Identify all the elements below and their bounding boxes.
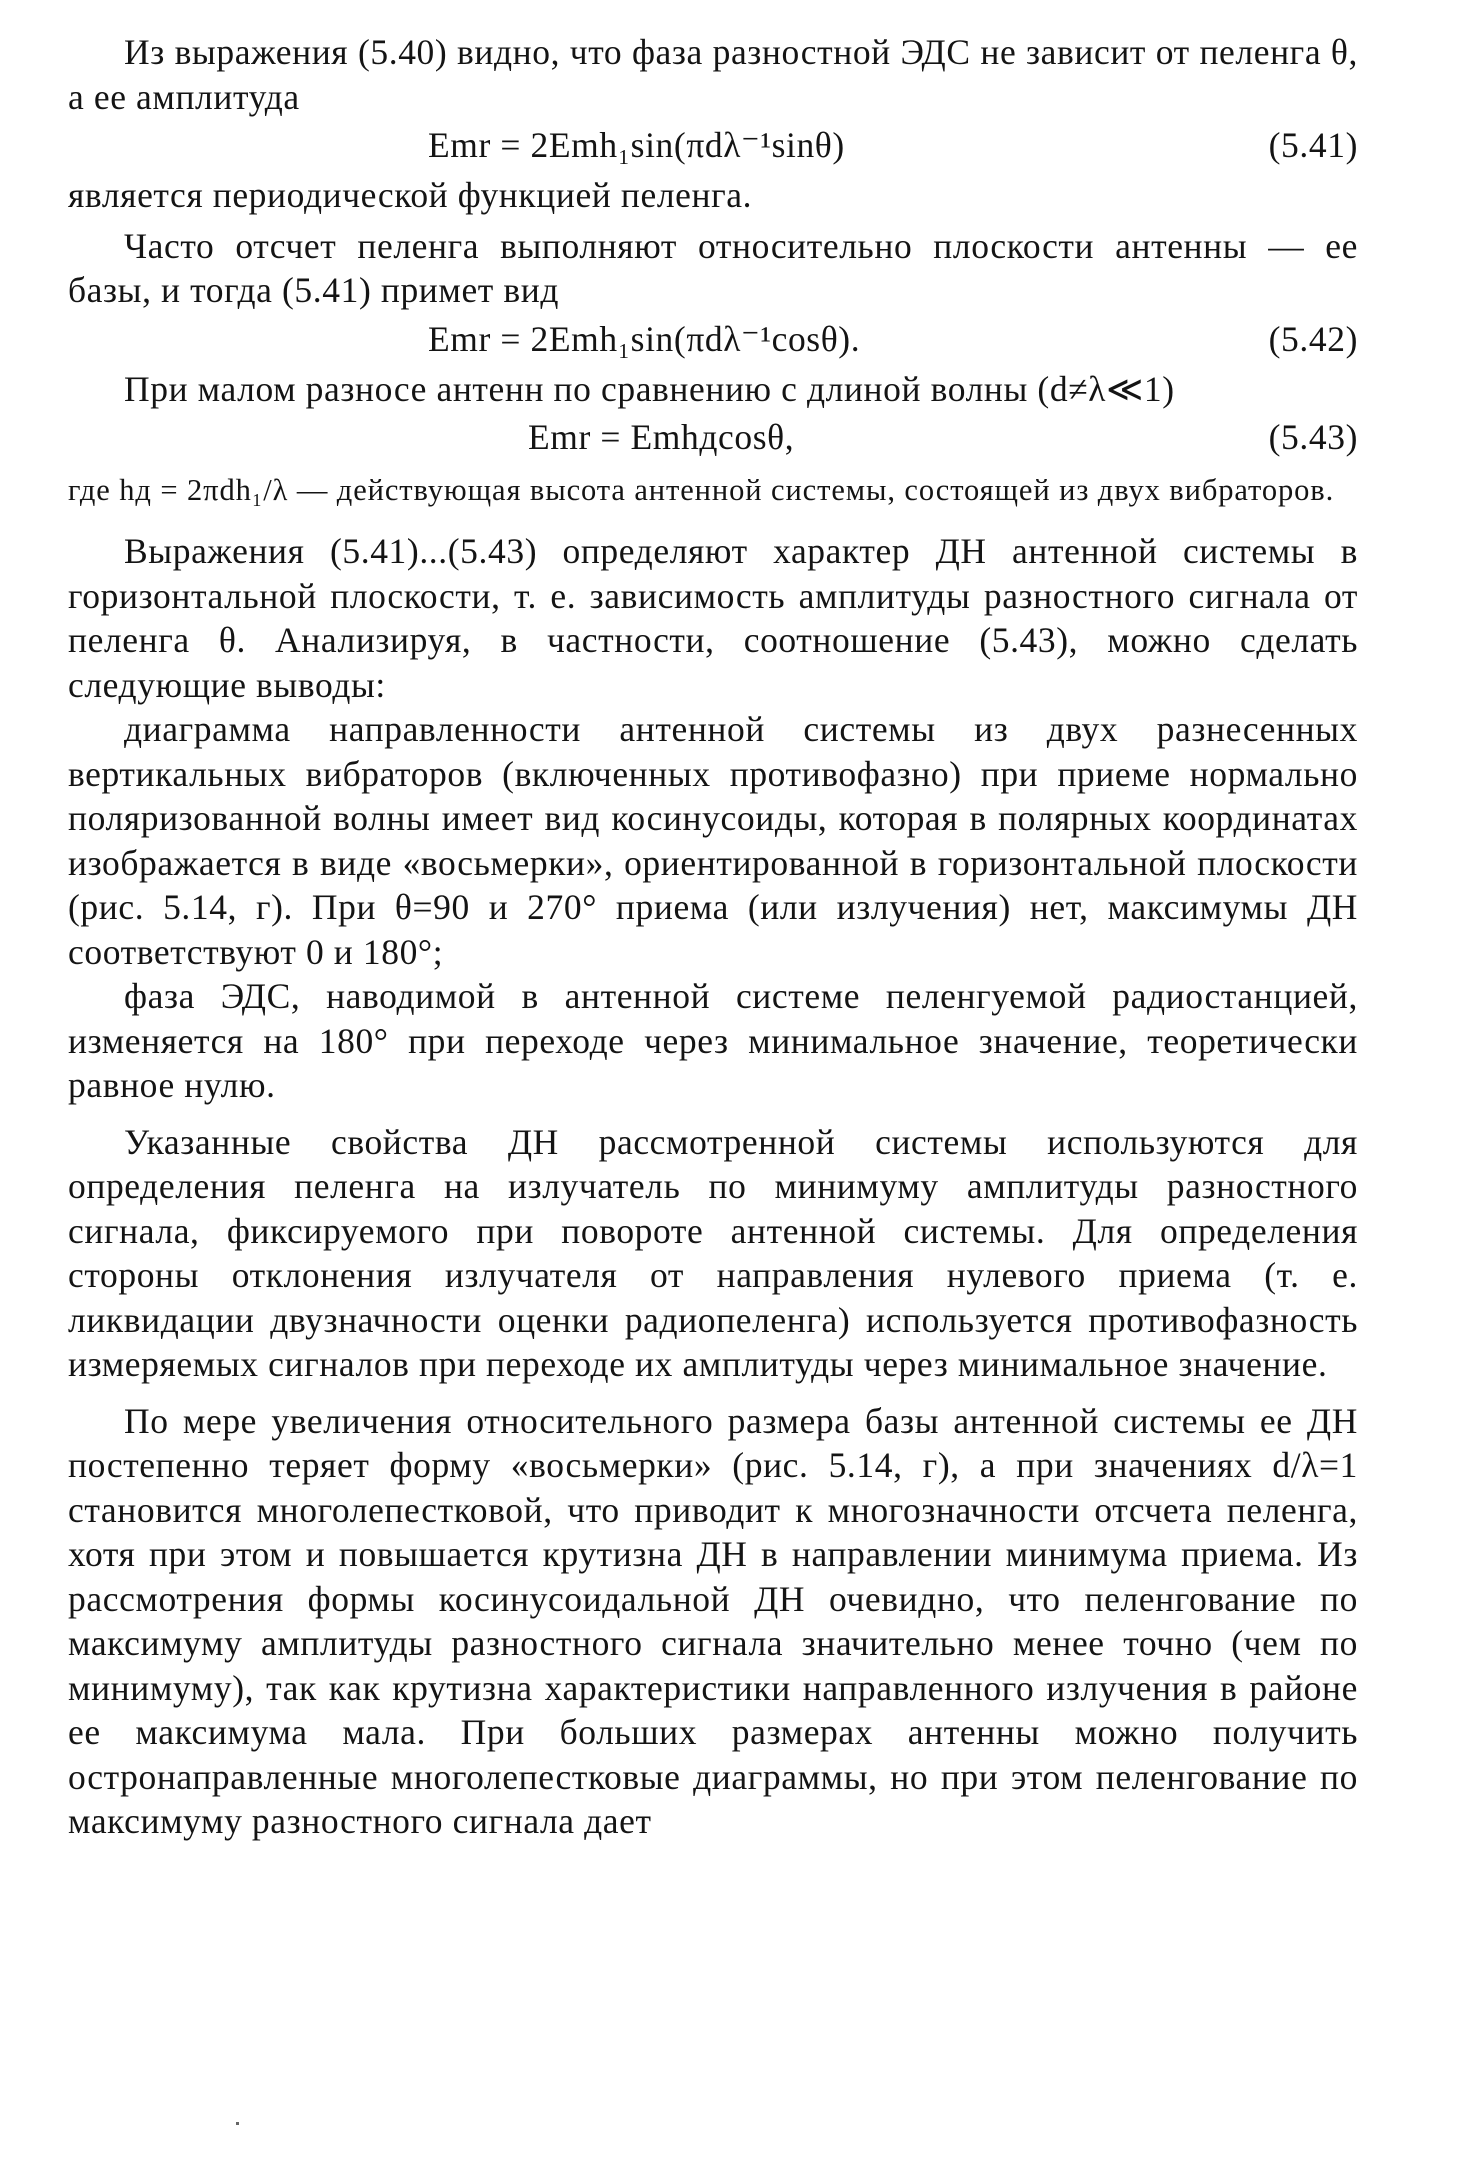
paragraph-conclusion-2: фаза ЭДС, наводимой в антенной системе пеленгуемой радиостанцией, изменяется на 180° при переходе через минимальное значение, теоретически равное нулю. — [68, 976, 1358, 1105]
formula-number: (5.43) — [1268, 417, 1358, 457]
formula-expression: Emr = Emhдcosθ, — [528, 417, 795, 457]
document-page — [68, 30, 1358, 1844]
paragraph-bearing-reference: Часто отсчет пеленга выполняют относительно плоскости антенны — ее базы, и тогда (5.41) примет вид — [68, 225, 1358, 310]
paragraph-properties: Указанные свойства ДН рассмотренной системы используются для определения пеленга на излучатель по минимуму амплитуды разностного сигнала, фиксируемого при повороте антенной системы. Для определения стороны отклонения излучателя от направления нулевого приема (т. е. ликвидации двузначности оценки радиопеленга) используется противофазность измеряемых сигналов при переходе их амплитуды через минимальное значение. — [68, 1121, 1358, 1384]
formula-5-42 — [68, 313, 1358, 367]
paragraph-base-size: По мере увеличения относительного размера базы антенной системы ее ДН постепенно теряет форму «восьмерки» (рис. 5.14, г), а при значениях d/λ=1 становится многолепестковой, что приводит к многозначности отсчета пеленга, хотя при этом и повышается крутизна ДН в направлении минимума приема. Из рассмотрения формы косинусоидальной ДН очевидно, что пеленгование по максимуму амплитуды разностного сигнала значительно менее точно (чем по минимуму), так как крутизна характеристики направленного излучения в районе ее максимума мала. При больших размерах антенны можно получить остронаправленные многолепестковые диаграммы, но при этом пеленгование по максимуму разностного сигнала дает — [68, 1400, 1358, 1841]
formula-number: (5.41) — [1268, 125, 1358, 165]
formula-5-41 — [68, 119, 1358, 173]
paragraph-conclusion-1: диаграмма направленности антенной системы из двух разнесенных вертикальных вибраторов (включенных противофазно) при приеме нормально поляризованной волны имеет вид косинусоиды, которая в полярных координатах изображается в виде «восьмерки», ориентированной в горизонтальной плоскости (рис. 5.14, г). При θ=90 и 270° приема (или излучения) нет, максимумы ДН соответствуют 0 и 180°; — [68, 709, 1358, 972]
formula-expression: Emr = 2Emh₁sin(πdλ⁻¹sinθ) — [428, 125, 845, 165]
formula-5-43 — [68, 411, 1358, 465]
paragraph-intro: Из выражения (5.40) видно, что фаза разностной ЭДС не зависит от пеленга θ, а ее амплитуда — [68, 32, 1358, 117]
paragraph-small-spacing: При малом разносе антенн по сравнению с длиной волны (d≠λ≪1) — [124, 368, 1175, 409]
formula-expression: Emr = 2Emh₁sin(πdλ⁻¹cosθ). — [428, 318, 861, 359]
formula-number: (5.42) — [1268, 318, 1358, 359]
paragraph-expressions: Выражения (5.41)...(5.43) определяют характер ДН антенной системы в горизонтальной плоскости, т. е. зависимость амплитуды разностного сигнала от пеленга θ. Анализируя, в частности, соотношение (5.43), можно сделать следующие выводы: — [68, 531, 1358, 705]
paragraph-effective-height: где hд = 2πdh₁/λ — действующая высота антенной системы, состоящей из двух вибраторов. — [68, 473, 1335, 507]
scan-speck — [236, 2122, 239, 2125]
paragraph-periodic: является периодической функцией пеленга. — [68, 175, 753, 215]
